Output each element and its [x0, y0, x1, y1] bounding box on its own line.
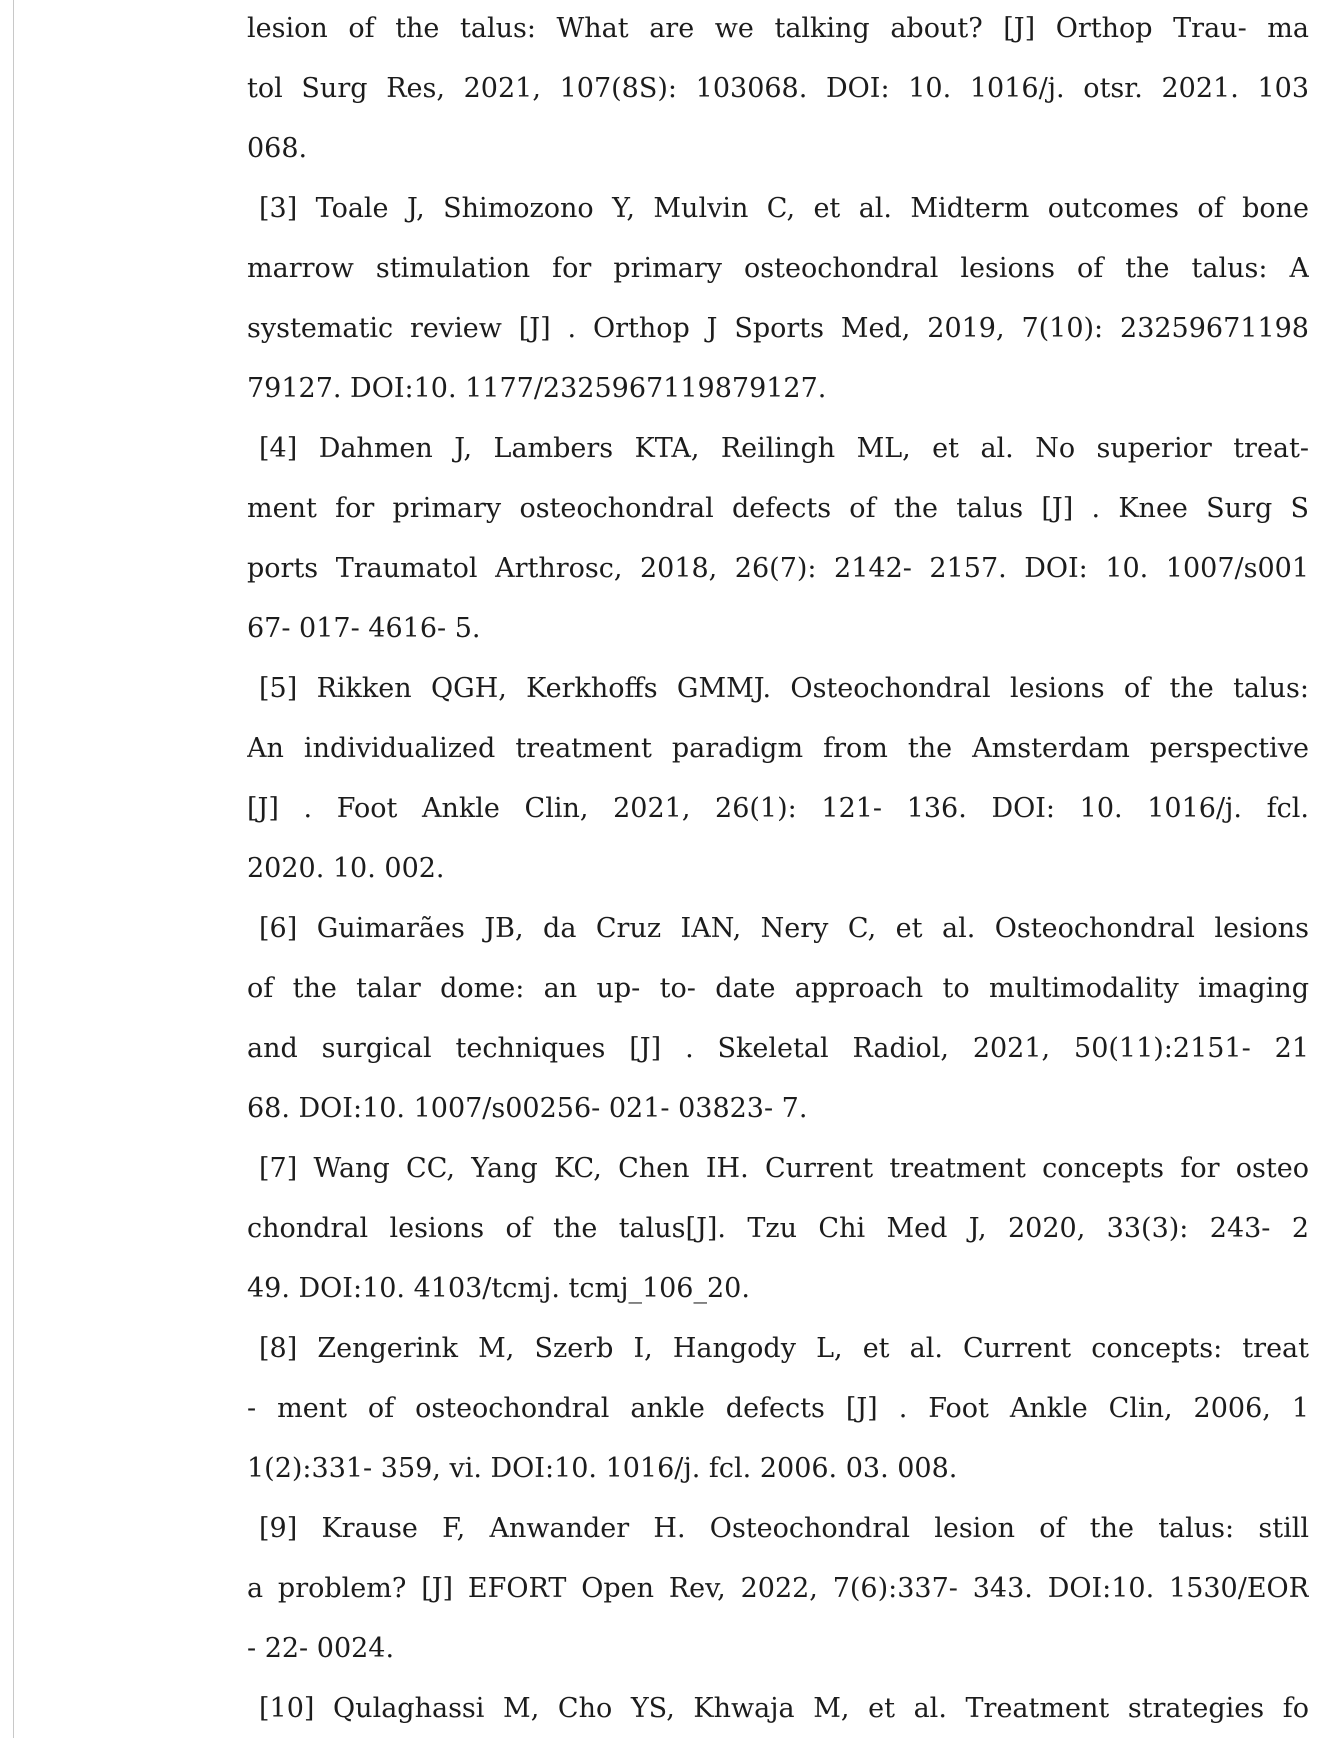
- reference-line: 67- 017- 4616- 5.: [247, 613, 481, 644]
- reference-line: 79127. DOI:10. 1177/2325967119879127.: [247, 373, 827, 404]
- reference-line: - 22- 0024.: [247, 1633, 395, 1664]
- reference-line: [J] . Foot Ankle Clin, 2021, 26(1): 121- 136. DOI: 10. 1016/j. fcl.: [247, 793, 1309, 824]
- reference-line: [9] Krause F, Anwander H. Osteochondral lesion of the talus: still: [259, 1513, 1309, 1544]
- reference-line: [3] Toale J, Shimozono Y, Mulvin C, et al. Midterm outcomes of bone: [259, 193, 1309, 224]
- reference-line: [6] Guimarães JB, da Cruz IAN, Nery C, et al. Osteochondral lesions: [259, 913, 1309, 944]
- reference-line: and surgical techniques [J] . Skeletal Radiol, 2021, 50(11):2151- 21: [247, 1033, 1309, 1064]
- reference-entry: [247, 1140, 1309, 1320]
- reference-entry: [247, 420, 1309, 660]
- reference-line: - ment of osteochondral ankle defects [J] . Foot Ankle Clin, 2006, 1: [247, 1393, 1309, 1424]
- reference-entry: [247, 180, 1309, 420]
- reference-line: [4] Dahmen J, Lambers KTA, Reilingh ML, et al. No superior treat-: [259, 433, 1309, 464]
- reference-line: ment for primary osteochondral defects of the talus [J] . Knee Surg S: [247, 493, 1309, 524]
- reference-line: systematic review [J] . Orthop J Sports Med, 2019, 7(10): 23259671198: [247, 313, 1309, 344]
- reference-line: chondral lesions of the talus[J]. Tzu Chi Med J, 2020, 33(3): 243- 2: [247, 1213, 1309, 1244]
- reference-list: [247, 0, 1309, 1740]
- reference-line: 49. DOI:10. 4103/tcmj. tcmj_106_20.: [247, 1273, 750, 1304]
- reference-line: 68. DOI:10. 1007/s00256- 021- 03823- 7.: [247, 1093, 808, 1124]
- reference-line: An individualized treatment paradigm from the Amsterdam perspective: [247, 733, 1309, 764]
- reference-line: [5] Rikken QGH, Kerkhoffs GMMJ. Osteochondral lesions of the talus:: [259, 673, 1309, 704]
- reference-line: of the talar dome: an up- to- date approach to multimodality imaging: [247, 973, 1309, 1004]
- reference-line: [7] Wang CC, Yang KC, Chen IH. Current treatment concepts for osteo: [259, 1153, 1309, 1184]
- reference-line: marrow stimulation for primary osteochondral lesions of the talus: A: [247, 253, 1309, 284]
- reference-entry: [247, 660, 1309, 900]
- page-left-border: [13, 0, 14, 1738]
- reference-line: 2020. 10. 002.: [247, 853, 445, 884]
- reference-line: a problem? [J] EFORT Open Rev, 2022, 7(6):337- 343. DOI:10. 1530/EOR: [247, 1573, 1309, 1604]
- reference-entry: [247, 1320, 1309, 1500]
- reference-entry: [247, 900, 1309, 1140]
- reference-entry: [247, 1680, 1309, 1740]
- reference-entry: [247, 1500, 1309, 1680]
- reference-line: 068.: [247, 133, 308, 164]
- reference-line: [8] Zengerink M, Szerb I, Hangody L, et al. Current concepts: treat: [259, 1333, 1309, 1364]
- reference-line: [10] Qulaghassi M, Cho YS, Khwaja M, et al. Treatment strategies fo: [259, 1693, 1309, 1724]
- reference-line: ports Traumatol Arthrosc, 2018, 26(7): 2142- 2157. DOI: 10. 1007/s001: [247, 553, 1309, 584]
- reference-line: tol Surg Res, 2021, 107(8S): 103068. DOI: 10. 1016/j. otsr. 2021. 103: [247, 73, 1309, 104]
- reference-entry: [247, 0, 1309, 180]
- reference-line: 1(2):331- 359, vi. DOI:10. 1016/j. fcl. 2006. 03. 008.: [247, 1453, 958, 1484]
- reference-line: lesion of the talus: What are we talking about? [J] Orthop Trau- ma: [247, 13, 1309, 44]
